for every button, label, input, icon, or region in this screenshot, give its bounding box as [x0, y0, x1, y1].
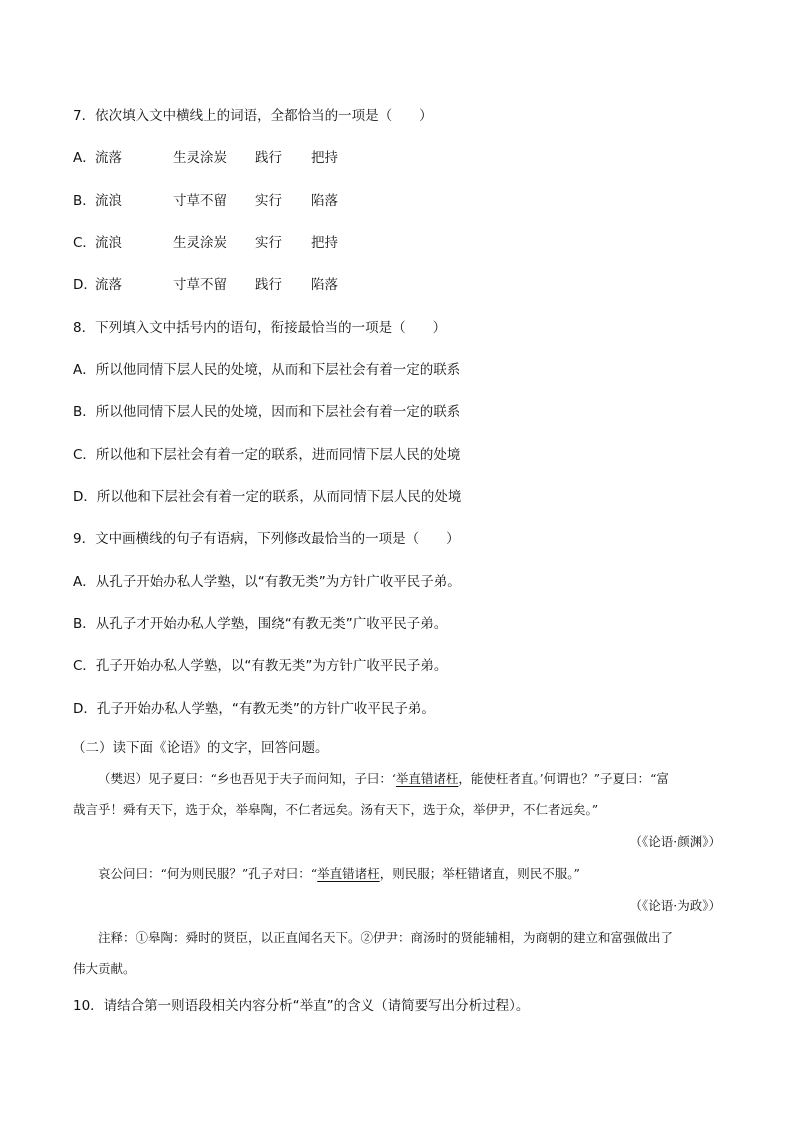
question-7-option-b[interactable]: [73, 191, 381, 211]
question-8-option-c[interactable]: C．所以他和下层社会有着一定的联系，进而同情下层人民的处境: [73, 447, 461, 463]
option-label: C．: [73, 235, 96, 251]
option-word: 陷落: [311, 193, 338, 209]
question-9-option-a[interactable]: A．从孔子开始办私人学塾，以“有教无类”为方针广收平民子弟。: [73, 574, 461, 590]
option-word: 流浪: [95, 193, 122, 209]
question-7-option-c[interactable]: [73, 233, 381, 253]
passage-2-line: [98, 864, 580, 884]
section-2-heading: （二）读下面《论语》的文字，回答问题。: [72, 740, 329, 756]
option-word: 把持: [311, 235, 338, 251]
passage-text: （樊迟）见子夏曰：“乡也吾见于夫子而问知，子曰：‘: [98, 771, 396, 786]
question-9-option-d[interactable]: D．孔子开始办私人学塾，“有教无类”的方针广收平民子弟。: [73, 701, 435, 717]
option-word: 实行: [255, 235, 282, 251]
underlined-phrase: 举直错诸枉: [395, 771, 459, 786]
option-word: 把持: [311, 150, 338, 166]
passage-1-line-2: 哉言乎！舜有天下，选于众，举皋陶，不仁者远矣。汤有天下，选于众，举伊尹，不仁者远矣。”: [73, 802, 599, 817]
option-word: 生灵涂炭: [173, 235, 227, 251]
passage-2-source: （《论语·为政》）: [629, 898, 721, 913]
question-8-stem: 8．下列填入文中括号内的语句，衔接最恰当的一项是（ ）: [73, 320, 447, 336]
question-8-option-a[interactable]: A．所以他同情下层人民的处境，从而和下层社会有着一定的联系: [73, 362, 461, 378]
option-word: 流落: [95, 150, 122, 166]
option-word: 践行: [255, 150, 282, 166]
question-10-stem: 10．请结合第一则语段相关内容分析“举直”的含义（请简要写出分析过程）。: [73, 998, 530, 1014]
question-9-option-c[interactable]: C．孔子开始办私人学塾，以“有教无类”为方针广收平民子弟。: [73, 658, 448, 674]
option-word: 践行: [255, 277, 282, 293]
question-7-stem: 7．依次填入文中横线上的词语，全都恰当的一项是（ ）: [73, 108, 433, 124]
option-word: 生灵涂炭: [173, 150, 227, 166]
note-line-2: 伟大贡献。: [73, 961, 136, 976]
question-7-option-d[interactable]: [73, 275, 381, 295]
passage-text: 哀公问曰：“何为则民服？”孔子对曰：“: [98, 866, 318, 881]
passage-1-line-1: [98, 769, 669, 789]
option-word: 流浪: [95, 235, 122, 251]
question-9-stem: 9．文中画横线的句子有语病，下列修改最恰当的一项是（ ）: [73, 531, 460, 547]
option-label: A．: [73, 150, 96, 166]
question-8-option-d[interactable]: D．所以他和下层社会有着一定的联系，从而同情下层人民的处境: [73, 489, 462, 505]
underlined-phrase: 举直错诸枉: [317, 866, 380, 881]
question-8-option-b[interactable]: B．所以他同情下层人民的处境，因而和下层社会有着一定的联系: [73, 404, 461, 420]
option-label: D．: [73, 277, 97, 293]
option-label: B．: [73, 193, 96, 209]
option-word: 寸草不留: [173, 193, 227, 209]
passage-text: ，则民服；举枉错诸直，则民不服。”: [379, 866, 580, 881]
option-word: 实行: [255, 193, 282, 209]
question-9-option-b[interactable]: B．从孔子才开始办私人学塾，围绕“有教无类”广收平民子弟。: [73, 616, 448, 632]
question-7-option-a[interactable]: [73, 148, 381, 168]
passage-1-source: （《论语·颜渊》）: [629, 834, 721, 849]
passage-text: ，能使枉者直。’何谓也？”子夏曰：“富: [458, 771, 669, 786]
note-line-1: 注释：①皋陶：舜时的贤臣，以正直闻名天下。②伊尹：商汤时的贤能辅相，为商朝的建立和富强做出了: [98, 930, 674, 945]
option-word: 流落: [95, 277, 122, 293]
option-word: 陷落: [311, 277, 338, 293]
option-word: 寸草不留: [173, 277, 227, 293]
